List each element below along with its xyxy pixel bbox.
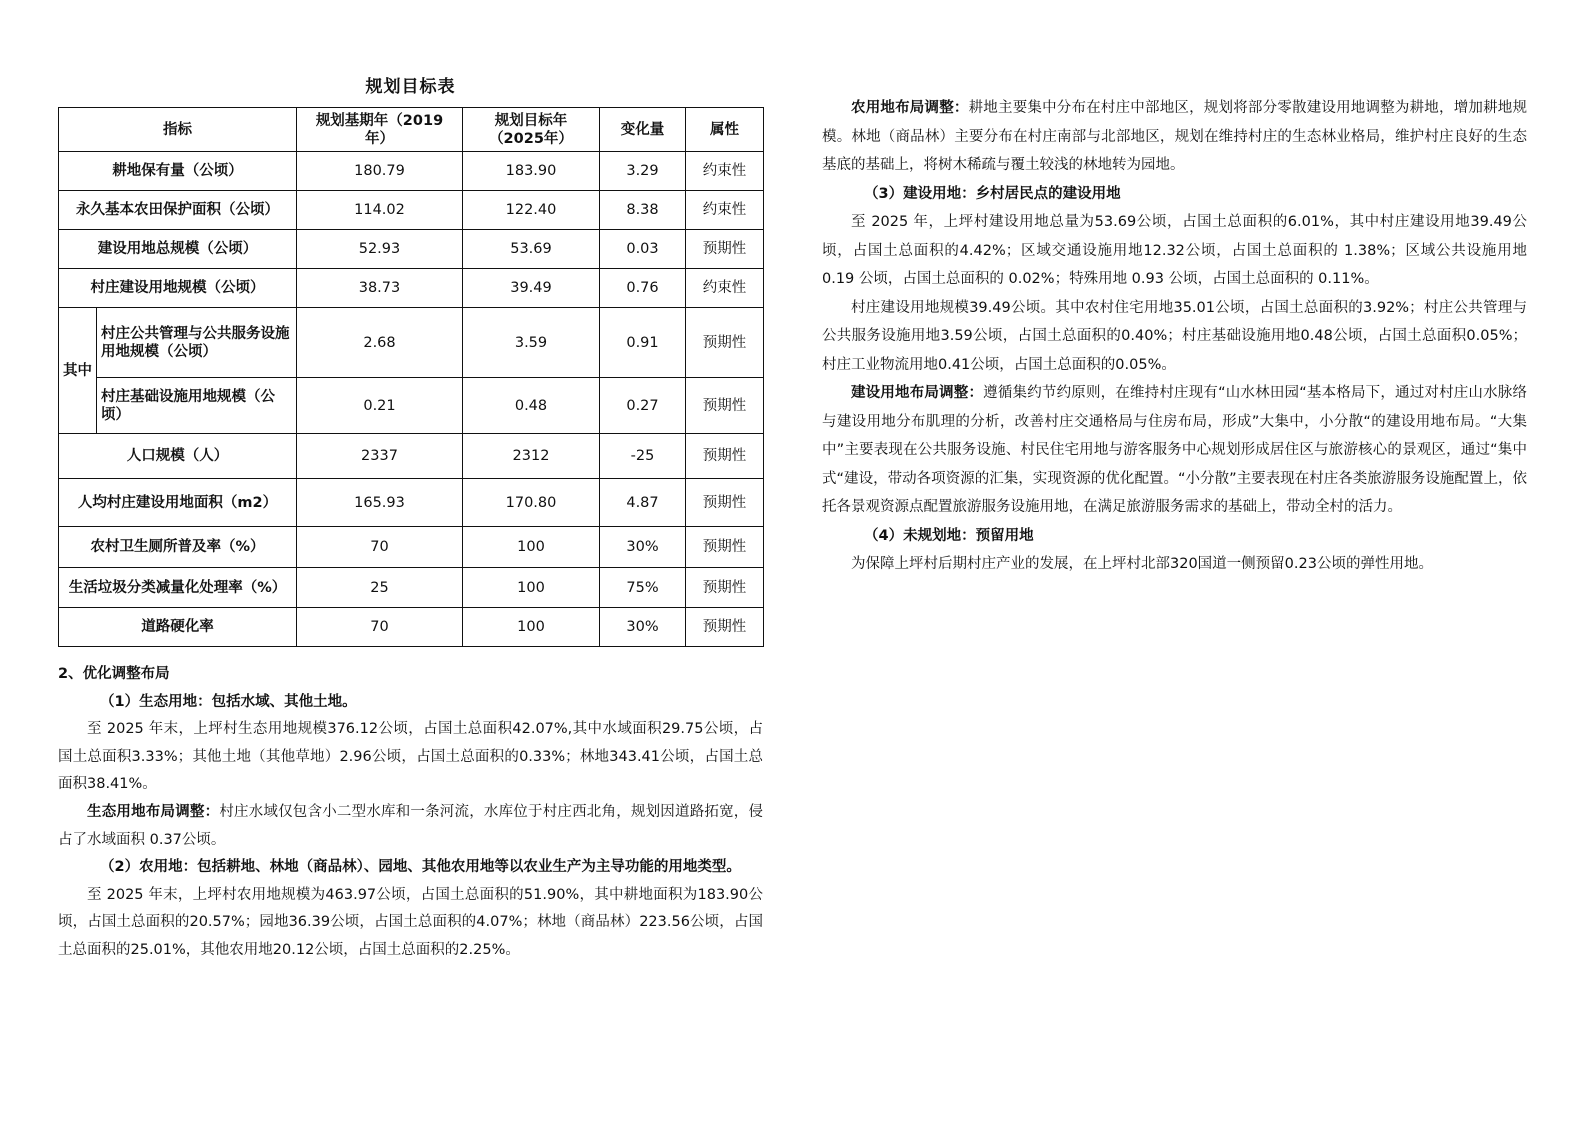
heading-agricultural-land: （2）农用地：包括耕地、林地（商品林）、园地、其他农用地等以农业生产为主导功能的用地类型。 — [100, 859, 741, 876]
table-row — [59, 434, 764, 479]
text-construction-adjustment: 遵循集约节约原则，在维持村庄现有“山水林田园“基本格局下，通过对村庄山水脉络与建设用地分布肌理的分析，改善村庄交通格局与住房布局，形成”大集中，小分散“的建设用地布局。“大集中”主要表现在公共服务设施、村民住宅用地与游客服务中心规划形成居住区与旅游核心的景观区，通过“集中式“建设，带动各项资源的汇集，实现资源的优化配置。“小分散”主要表现在村庄各类旅游服务设施配置上，依托各景观资源点配置旅游服务设施用地，在满足旅游服务需求的基础上，带动全村的活力。 — [822, 385, 1527, 515]
label-ecological-adjustment: 生态用地布局调整： — [87, 803, 220, 820]
paragraph-construction-adjustment — [822, 379, 1527, 522]
table-row — [59, 378, 764, 434]
table-row — [59, 191, 764, 230]
row-change: 30% — [600, 608, 686, 647]
row-attribute: 约束性 — [686, 269, 764, 308]
row-indicator: 耕地保有量（公顷） — [59, 152, 297, 191]
row-base: 52.93 — [297, 230, 463, 269]
table-header-row — [59, 108, 764, 152]
row-base: 0.21 — [297, 378, 463, 434]
row-base: 165.93 — [297, 479, 463, 527]
row-indicator: 人口规模（人） — [59, 434, 297, 479]
row-indicator: 永久基本农田保护面积（公顷） — [59, 191, 297, 230]
paragraph-agricultural-adjustment — [822, 94, 1527, 180]
row-change: 75% — [600, 568, 686, 608]
row-attribute: 预期性 — [686, 527, 764, 568]
row-attribute: 预期性 — [686, 230, 764, 269]
header-attribute: 属性 — [686, 108, 764, 152]
table-row — [59, 527, 764, 568]
row-attribute: 约束性 — [686, 191, 764, 230]
row-attribute: 预期性 — [686, 308, 764, 378]
row-indicator: 道路硬化率 — [59, 608, 297, 647]
planning-target-table — [58, 107, 764, 647]
heading-unplanned-land: （4）未规划地：预留用地 — [864, 527, 1034, 544]
row-change: 0.91 — [600, 308, 686, 378]
paragraph-ecological-adjustment — [58, 799, 763, 854]
table-row — [59, 152, 764, 191]
table-row — [59, 608, 764, 647]
row-base: 2.68 — [297, 308, 463, 378]
label-construction-adjustment: 建设用地布局调整： — [851, 385, 984, 401]
row-indicator: 村庄建设用地规模（公顷） — [59, 269, 297, 308]
row-target: 100 — [463, 527, 600, 568]
heading-ecological-land: （1）生态用地：包括水域、其他土地。 — [100, 693, 357, 710]
row-attribute: 预期性 — [686, 608, 764, 647]
row-change: 8.38 — [600, 191, 686, 230]
row-change: 0.27 — [600, 378, 686, 434]
row-base: 38.73 — [297, 269, 463, 308]
row-indicator: 建设用地总规模（公顷） — [59, 230, 297, 269]
row-target: 2312 — [463, 434, 600, 479]
paragraph-ecological-land: 至 2025 年末，上坪村生态用地规模376.12公顷，占国土总面积42.07%,其中水域面积29.75公顷，占国土总面积3.33%；其他土地（其他草地）2.96公顷，占国土总面积的0.33%；林地343.41公顷，占国土总面积38.41%。 — [58, 721, 763, 793]
row-base: 180.79 — [297, 152, 463, 191]
table-row — [59, 269, 764, 308]
header-target-year: 规划目标年（2025年） — [463, 108, 600, 152]
row-base: 70 — [297, 608, 463, 647]
row-change: -25 — [600, 434, 686, 479]
header-base-year: 规划基期年（2019年） — [297, 108, 463, 152]
row-base: 114.02 — [297, 191, 463, 230]
row-target: 100 — [463, 568, 600, 608]
row-target: 53.69 — [463, 230, 600, 269]
row-target: 183.90 — [463, 152, 600, 191]
table-row — [59, 479, 764, 527]
right-column — [822, 94, 1527, 579]
label-agricultural-adjustment: 农用地布局调整： — [851, 100, 969, 116]
row-target: 122.40 — [463, 191, 600, 230]
row-target: 100 — [463, 608, 600, 647]
row-target: 3.59 — [463, 308, 600, 378]
row-attribute: 预期性 — [686, 378, 764, 434]
row-base: 70 — [297, 527, 463, 568]
row-change: 30% — [600, 527, 686, 568]
row-change: 3.29 — [600, 152, 686, 191]
section-heading-layout: 2、优化调整布局 — [58, 666, 170, 682]
row-attribute: 预期性 — [686, 568, 764, 608]
table-row — [59, 308, 764, 378]
paragraph-construction-land-total: 至 2025 年，上坪村建设用地总量为53.69公顷，占国土总面积的6.01%，其中村庄建设用地39.49公顷，占国土总面积的4.42%；区域交通设施用地12.32公顷，占国土总面积的 1.38%；区域公共设施用地 0.19 公顷，占国土总面积的 0.02%；特殊用地 0.93 公顷，占国土总面积的 0.11%。 — [822, 214, 1527, 287]
paragraph-unplanned-land: 为保障上坪村后期村庄产业的发展，在上坪村北部320国道一侧预留0.23公顷的弹性用地。 — [851, 556, 1433, 572]
row-target: 39.49 — [463, 269, 600, 308]
row-attribute: 预期性 — [686, 434, 764, 479]
row-indicator: 村庄基础设施用地规模（公顷） — [97, 378, 297, 434]
paragraph-agricultural-land: 至 2025 年末，上坪村农用地规模为463.97公顷，占国土总面积的51.90%，其中耕地面积为183.90公顷，占国土总面积的20.57%；园地36.39公顷，占国土总面积的4.07%；林地（商品林）223.56公顷，占国土总面积的25.01%，其他农用地20.12公顷，占国土总面积的2.25%。 — [58, 886, 763, 958]
row-change: 4.87 — [600, 479, 686, 527]
row-attribute: 预期性 — [686, 479, 764, 527]
header-change: 变化量 — [600, 108, 686, 152]
text-ecological-adjustment: 村庄水域仅包含小二型水库和一条河流，水库位于村庄西北角，规划因道路拓宽，侵占了水域面积 0.37公顷。 — [58, 803, 764, 848]
row-attribute: 约束性 — [686, 152, 764, 191]
row-indicator: 生活垃圾分类减量化处理率（%） — [59, 568, 297, 608]
left-column — [58, 72, 763, 965]
row-indicator: 人均村庄建设用地面积（m2） — [59, 479, 297, 527]
row-target: 170.80 — [463, 479, 600, 527]
row-base: 2337 — [297, 434, 463, 479]
header-indicator: 指标 — [59, 108, 297, 152]
row-indicator: 村庄公共管理与公共服务设施用地规模（公顷） — [97, 308, 297, 378]
row-target: 0.48 — [463, 378, 600, 434]
table-row — [59, 230, 764, 269]
table-title: 规划目标表 — [365, 77, 456, 97]
row-change: 0.03 — [600, 230, 686, 269]
text-agricultural-adjustment: 耕地主要集中分布在村庄中部地区，规划将部分零散建设用地调整为耕地，增加耕地规模。林地（商品林）主要分布在村庄南部与北部地区，规划在维持村庄的生态林业格局，维护村庄良好的生态基底的基础上，将树木稀疏与覆土较浅的林地转为园地。 — [822, 100, 1528, 173]
group-label-among: 其中 — [59, 308, 97, 434]
row-base: 25 — [297, 568, 463, 608]
heading-construction-land: （3）建设用地：乡村居民点的建设用地 — [864, 185, 1121, 202]
row-indicator: 农村卫生厕所普及率（%） — [59, 527, 297, 568]
table-row — [59, 568, 764, 608]
row-change: 0.76 — [600, 269, 686, 308]
paragraph-village-construction-land: 村庄建设用地规模39.49公顷。其中农村住宅用地35.01公顷，占国土总面积的3.92%；村庄公共管理与公共服务设施用地3.59公顷，占国土总面积的0.40%；村庄基础设施用地0.48公顷，占国土总面积0.05%；村庄工业物流用地0.41公顷，占国土总面积的0.05%。 — [822, 299, 1527, 373]
